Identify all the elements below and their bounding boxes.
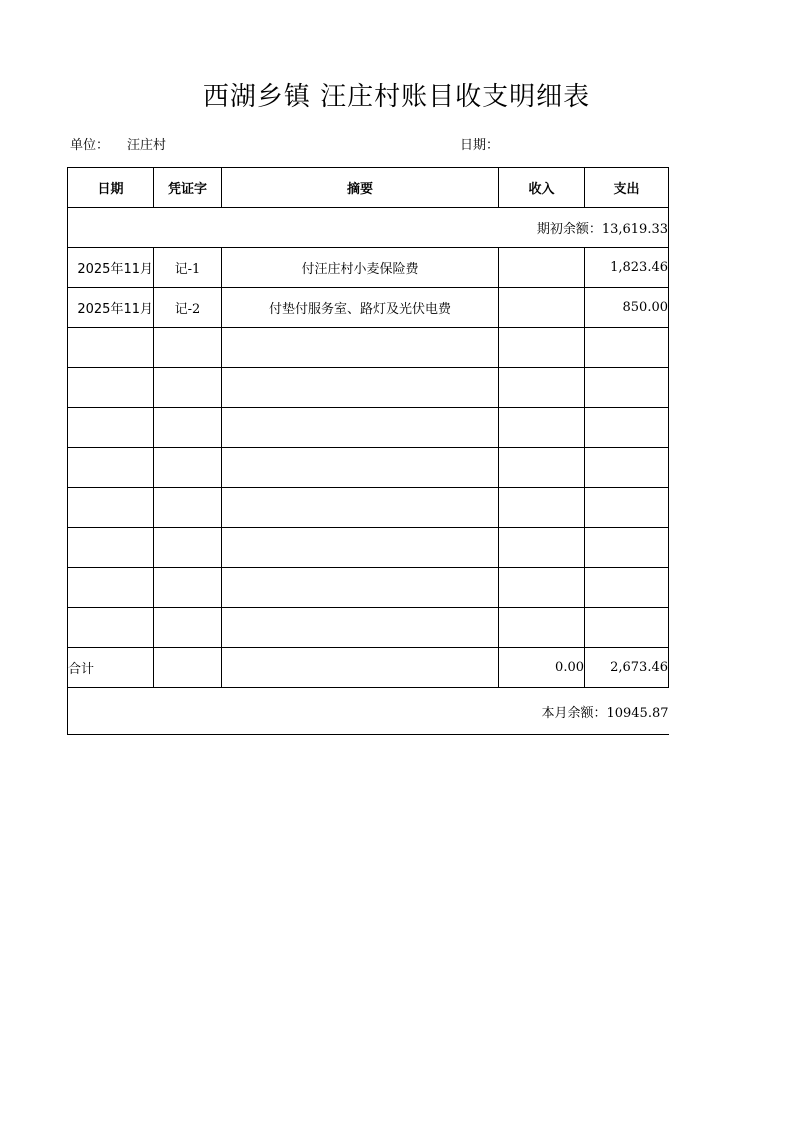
row-income — [499, 368, 585, 408]
row-date: 2025年11月 — [68, 288, 154, 328]
row-date — [68, 488, 154, 528]
closing-balance-row — [68, 688, 669, 735]
header-date: 日期 — [68, 168, 154, 208]
table-row — [68, 248, 669, 288]
row-expense — [585, 368, 669, 408]
row-expense: 1,823.46 — [585, 248, 669, 288]
table-row — [68, 288, 669, 328]
row-income — [499, 408, 585, 448]
row-expense — [585, 528, 669, 568]
ledger-table — [67, 167, 669, 735]
unit-line — [70, 134, 166, 153]
unit-label: 单位： — [70, 138, 110, 153]
row-expense — [585, 448, 669, 488]
total-summary — [222, 648, 499, 688]
row-date — [68, 368, 154, 408]
row-voucher — [154, 528, 222, 568]
total-income: 0.00 — [499, 648, 585, 688]
row-summary — [222, 488, 499, 528]
header-summary: 摘要 — [222, 168, 499, 208]
row-date — [68, 528, 154, 568]
row-income — [499, 568, 585, 608]
row-expense — [585, 408, 669, 448]
row-summary — [222, 608, 499, 648]
row-summary — [222, 408, 499, 448]
row-expense: 850.00 — [585, 288, 669, 328]
row-date — [68, 568, 154, 608]
table-row — [68, 368, 669, 408]
total-row — [68, 648, 669, 688]
page-title: 西湖乡镇 汪庄村账目收支明细表 — [202, 82, 591, 112]
table-row — [68, 528, 669, 568]
row-voucher: 记-2 — [154, 288, 222, 328]
row-summary — [222, 568, 499, 608]
row-income — [499, 288, 585, 328]
header-expense: 支出 — [585, 168, 669, 208]
opening-balance-row — [68, 208, 669, 248]
table-row — [68, 328, 669, 368]
table-row — [68, 488, 669, 528]
row-date — [68, 328, 154, 368]
row-income — [499, 608, 585, 648]
row-summary — [222, 448, 499, 488]
unit-value: 汪庄村 — [127, 138, 167, 153]
header-income: 收入 — [499, 168, 585, 208]
row-income — [499, 528, 585, 568]
row-voucher — [154, 408, 222, 448]
table-row — [68, 608, 669, 648]
total-expense: 2,673.46 — [585, 648, 669, 688]
total-label: 合计 — [68, 648, 154, 688]
row-voucher — [154, 608, 222, 648]
header-voucher: 凭证字 — [154, 168, 222, 208]
closing-balance: 本月余额：10945.87 — [68, 688, 669, 735]
date-label: 日期： — [460, 138, 500, 153]
row-date — [68, 408, 154, 448]
row-summary: 付汪庄村小麦保险费 — [222, 248, 499, 288]
row-income — [499, 488, 585, 528]
opening-balance: 期初余额：13,619.33 — [68, 208, 669, 248]
row-voucher — [154, 568, 222, 608]
row-voucher — [154, 328, 222, 368]
row-date — [68, 608, 154, 648]
header-row — [68, 168, 669, 208]
row-income — [499, 248, 585, 288]
date-line — [460, 134, 499, 153]
row-income — [499, 328, 585, 368]
row-summary — [222, 328, 499, 368]
row-expense — [585, 328, 669, 368]
table-row — [68, 448, 669, 488]
row-summary — [222, 368, 499, 408]
row-voucher — [154, 448, 222, 488]
row-expense — [585, 488, 669, 528]
table-row — [68, 568, 669, 608]
row-expense — [585, 608, 669, 648]
total-voucher — [154, 648, 222, 688]
row-income — [499, 448, 585, 488]
row-expense — [585, 568, 669, 608]
row-date: 2025年11月 — [68, 248, 154, 288]
row-date — [68, 448, 154, 488]
row-voucher — [154, 488, 222, 528]
row-summary — [222, 528, 499, 568]
row-summary: 付垫付服务室、路灯及光伏电费 — [222, 288, 499, 328]
row-voucher: 记-1 — [154, 248, 222, 288]
table-row — [68, 408, 669, 448]
row-voucher — [154, 368, 222, 408]
